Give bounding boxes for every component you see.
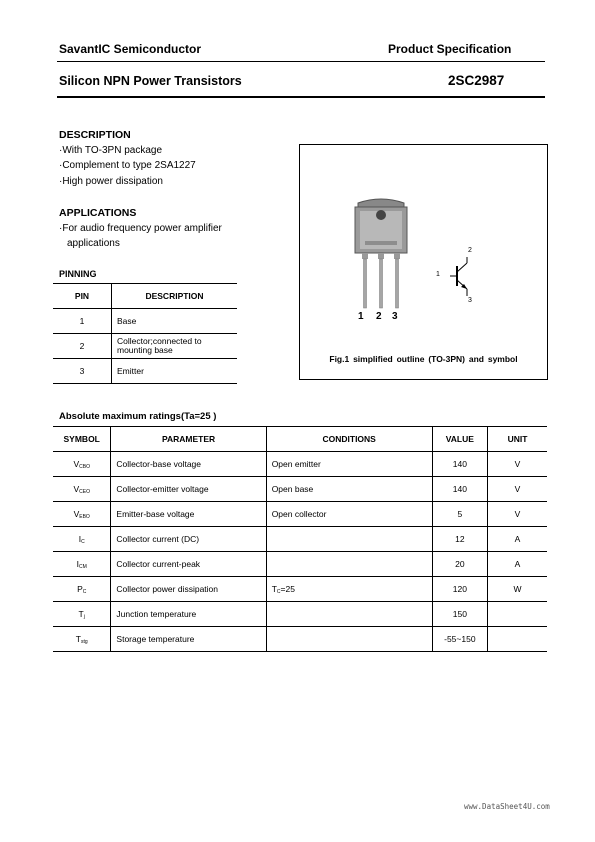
unit-cell: V xyxy=(488,502,547,527)
symbol-cell: $T_j$ xyxy=(78,608,85,620)
unit-cell: A xyxy=(488,552,547,577)
table-row xyxy=(53,552,547,577)
table-row xyxy=(53,477,547,502)
part-number: 2SC2987 xyxy=(448,73,505,88)
parameter-cell: Collector-emitter voltage xyxy=(111,477,266,502)
unit-cell: A xyxy=(488,527,547,552)
value-cell: -55~150 xyxy=(432,627,487,652)
conditions-cell xyxy=(266,627,432,652)
conditions-cell: Open base xyxy=(266,477,432,502)
unit-cell xyxy=(488,627,547,652)
unit-cell: V xyxy=(488,477,547,502)
table-row xyxy=(53,359,237,384)
conditions-cell xyxy=(266,552,432,577)
symbol-cell: $I_{CM}$ xyxy=(76,558,87,570)
company-name: SavantIC Semiconductor xyxy=(59,42,202,56)
doc-type: Product Specification xyxy=(388,42,512,56)
description-item: ·With TO-3PN package xyxy=(59,145,163,156)
symbol-cell: $I_C$ xyxy=(78,533,85,545)
pin-description: Collector;connected to mounting base xyxy=(117,336,202,355)
symbol-cell: $P_C$ xyxy=(77,583,87,595)
value-cell: 140 xyxy=(432,477,487,502)
conditions-cell: Open collector xyxy=(266,502,432,527)
pinning-table xyxy=(53,283,237,384)
description-column-header: DESCRIPTION xyxy=(145,291,204,301)
pin-number: 3 xyxy=(53,359,112,384)
symbol-cell: $V_{CBO}$ xyxy=(73,458,90,470)
table-row xyxy=(53,527,547,552)
parameter-cell: Collector power dissipation xyxy=(111,577,266,602)
parameter-cell: Collector-base voltage xyxy=(111,452,266,477)
header-rule-thin xyxy=(57,61,545,62)
product-line: Silicon NPN Power Transistors xyxy=(59,74,242,88)
unit-column-header: UNIT xyxy=(488,427,547,452)
applications-title: APPLICATIONS xyxy=(59,207,137,219)
pin-label: 2 xyxy=(376,311,382,322)
symbol-collector-label: 2 xyxy=(468,247,472,254)
value-cell: 12 xyxy=(432,527,487,552)
pin-description: Emitter xyxy=(117,365,144,376)
conditions-cell: Open emitter xyxy=(266,452,432,477)
symbol-cell: $T_{stg}$ xyxy=(75,633,88,645)
symbol-column-header: SYMBOL xyxy=(63,434,100,444)
parameter-cell: Junction temperature xyxy=(111,602,266,627)
pin-description: Base xyxy=(117,315,137,326)
value-cell: 150 xyxy=(432,602,487,627)
parameter-column-header: PARAMETER xyxy=(111,427,266,452)
unit-cell: V xyxy=(488,452,547,477)
table-row xyxy=(53,577,547,602)
figure-box xyxy=(299,144,548,380)
pinning-title: PINNING xyxy=(59,269,97,279)
symbol-emitter-label: 3 xyxy=(468,297,472,304)
value-cell: 120 xyxy=(432,577,487,602)
ratings-title: Absolute maximum ratings(Ta=25 ) xyxy=(59,411,217,422)
pin-number: 2 xyxy=(53,334,112,359)
symbol-base-label: 1 xyxy=(436,271,440,278)
value-column-header: VALUE xyxy=(432,427,487,452)
symbol-cell: $V_{EBO}$ xyxy=(73,508,90,520)
pin-label: 3 xyxy=(392,311,398,322)
pin-column-header: PIN xyxy=(53,284,112,309)
table-row xyxy=(53,627,547,652)
header-rule-thick xyxy=(57,96,545,98)
parameter-cell: Collector current (DC) xyxy=(111,527,266,552)
value-cell: 20 xyxy=(432,552,487,577)
pin-label: 1 xyxy=(358,311,364,322)
table-row xyxy=(53,309,237,334)
conditions-cell: $T_C=25$ xyxy=(266,577,432,602)
applications-line: ·For audio frequency power amplifier xyxy=(59,223,222,234)
watermark-link[interactable]: www.DataSheet4U.com xyxy=(464,802,550,811)
table-row xyxy=(53,502,547,527)
to3pn-package-drawing xyxy=(300,145,547,379)
parameter-cell: Collector current-peak xyxy=(111,552,266,577)
unit-cell: W xyxy=(488,577,547,602)
parameter-cell: Storage temperature xyxy=(111,627,266,652)
table-row xyxy=(53,602,547,627)
figure-caption: Fig.1 simplified outline (TO-3PN) and symbol xyxy=(329,354,518,364)
description-title: DESCRIPTION xyxy=(59,129,131,141)
table-row xyxy=(53,452,547,477)
conditions-cell xyxy=(266,527,432,552)
conditions-column-header: CONDITIONS xyxy=(266,427,432,452)
parameter-cell: Emitter-base voltage xyxy=(111,502,266,527)
value-cell: 140 xyxy=(432,452,487,477)
value-cell: 5 xyxy=(432,502,487,527)
applications-line: applications xyxy=(67,238,120,249)
pin-number: 1 xyxy=(53,309,112,334)
symbol-cell: $V_{CEO}$ xyxy=(73,483,90,495)
table-row xyxy=(53,334,237,359)
description-item: ·High power dissipation xyxy=(59,176,163,187)
ratings-table xyxy=(53,426,547,652)
unit-cell xyxy=(488,602,547,627)
description-item: ·Complement to type 2SA1227 xyxy=(59,160,196,171)
conditions-cell xyxy=(266,602,432,627)
